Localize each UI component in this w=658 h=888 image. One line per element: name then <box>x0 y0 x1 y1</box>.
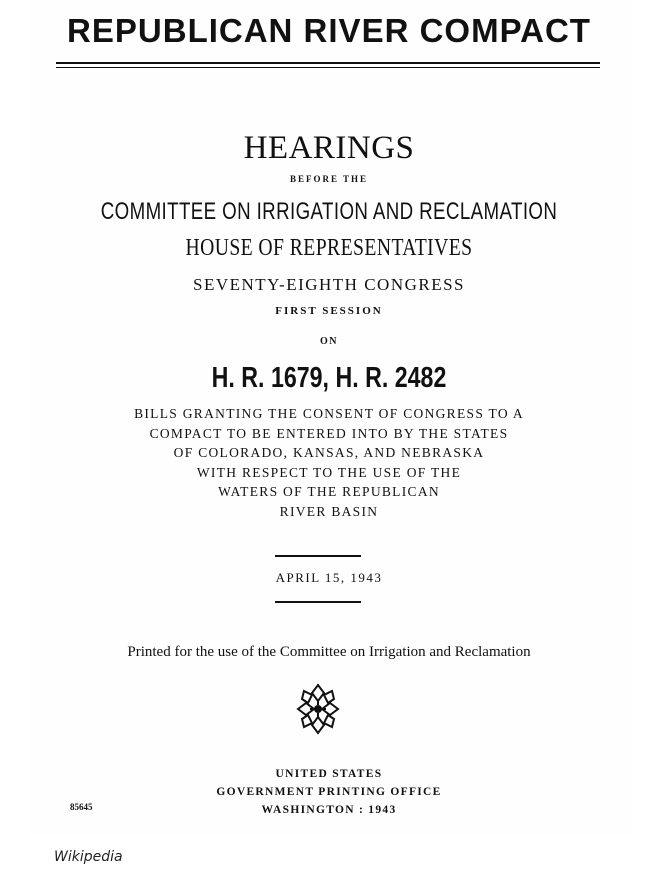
session-text: FIRST SESSION <box>275 305 383 317</box>
subject-line: BILLS GRANTING THE CONSENT OF CONGRESS TO A <box>134 406 524 421</box>
printed-for-note: Printed for the use of the Committee on Irrigation and Reclamation <box>127 644 531 660</box>
congress-text: SEVENTY-EIGHTH CONGRESS <box>192 275 466 294</box>
publisher-block <box>0 765 658 819</box>
date-rule-top <box>275 555 361 557</box>
hearings-heading: HEARINGS <box>243 130 415 166</box>
subject-line: OF COLORADO, KANSAS, AND NEBRASKA <box>173 445 485 460</box>
hearing-date: APRIL 15, 1943 <box>275 570 383 585</box>
publisher-line: UNITED STATES <box>275 768 383 780</box>
subject-line: RIVER BASIN <box>279 503 379 519</box>
committee-name: COMMITTEE ON IRRIGATION AND RECLAMATION <box>100 198 558 225</box>
subject-line: WATERS OF THE REPUBLICAN <box>218 484 440 499</box>
source-credit: Wikipedia <box>54 849 123 865</box>
date-rule-bottom <box>275 601 361 603</box>
subject-line: WITH RESPECT TO THE USE OF THE <box>196 464 462 480</box>
document-title: REPUBLICAN RIVER COMPACT <box>67 12 591 49</box>
publisher-line: GOVERNMENT PRINTING OFFICE <box>216 786 442 798</box>
bill-subject <box>0 404 658 521</box>
subject-line: COMPACT TO BE ENTERED INTO BY THE STATES <box>149 425 509 441</box>
title-double-rule <box>56 62 600 68</box>
before-the-text: BEFORE THE <box>289 174 369 184</box>
print-code: 85645 <box>70 802 93 812</box>
house-name: HOUSE OF REPRESENTATIVES <box>185 235 473 261</box>
gpo-ornament-icon <box>292 681 344 737</box>
on-text: ON <box>320 336 338 347</box>
publisher-line: WASHINGTON : 1943 <box>261 804 397 816</box>
bill-numbers: H. R. 1679, H. R. 2482 <box>211 362 447 394</box>
